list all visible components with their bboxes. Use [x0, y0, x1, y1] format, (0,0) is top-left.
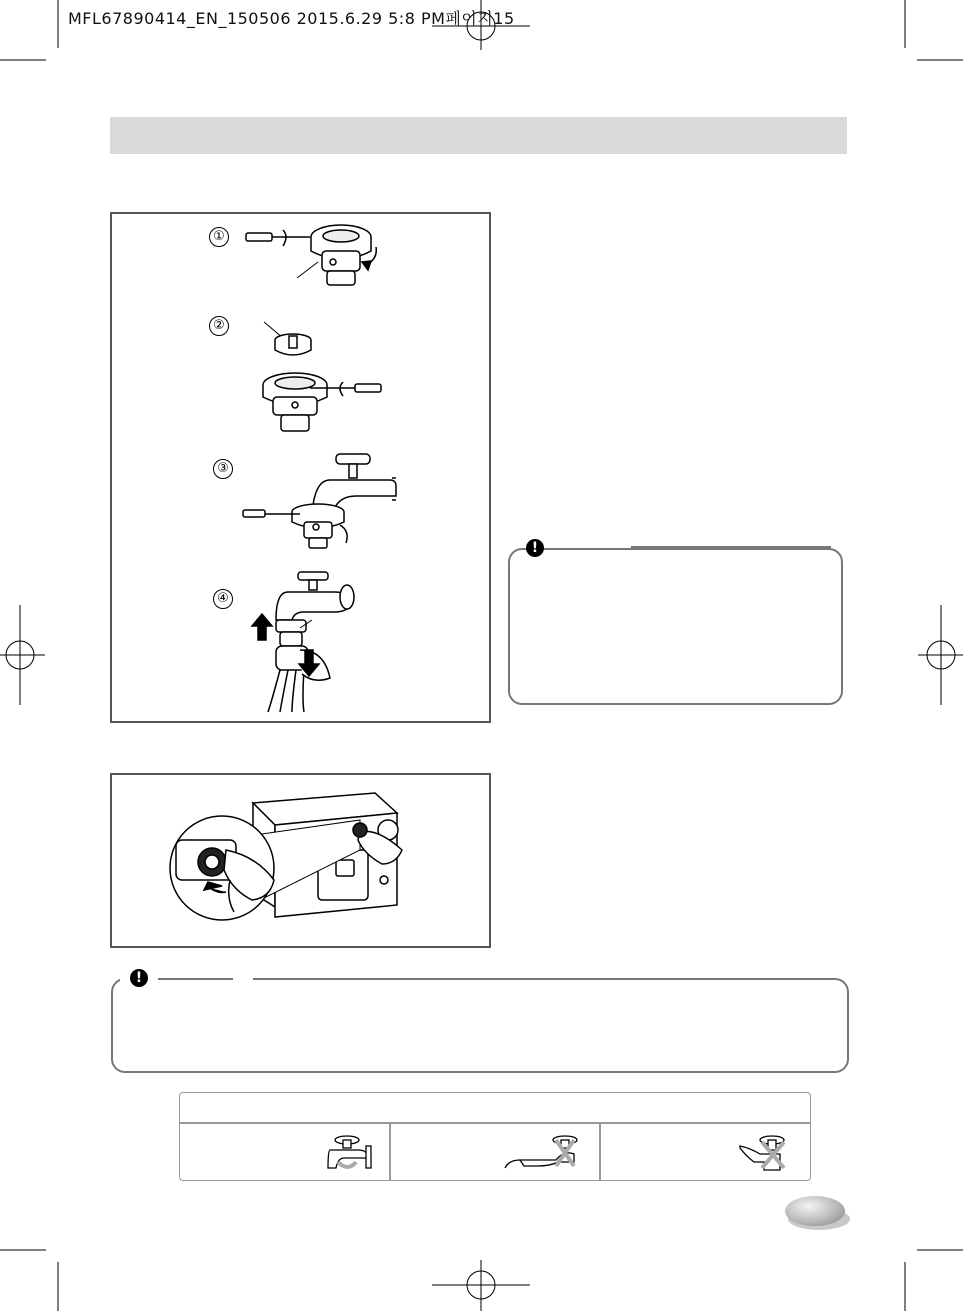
faucet-icon [740, 1136, 784, 1170]
step-number-2: ② [209, 316, 229, 336]
print-header: MFL67890414_EN_150506 2015.6.29 5:8 PM페이지15 [68, 9, 515, 28]
caution-icon: ! [526, 539, 544, 557]
step-number-3: ③ [213, 459, 233, 479]
faucet-icon [505, 1136, 577, 1168]
step-number-4: ④ [213, 589, 233, 609]
faucet-icon [328, 1136, 371, 1168]
caution-icon: ! [130, 969, 148, 987]
step-number-1: ① [209, 227, 229, 247]
page-number-oval [785, 1196, 845, 1226]
